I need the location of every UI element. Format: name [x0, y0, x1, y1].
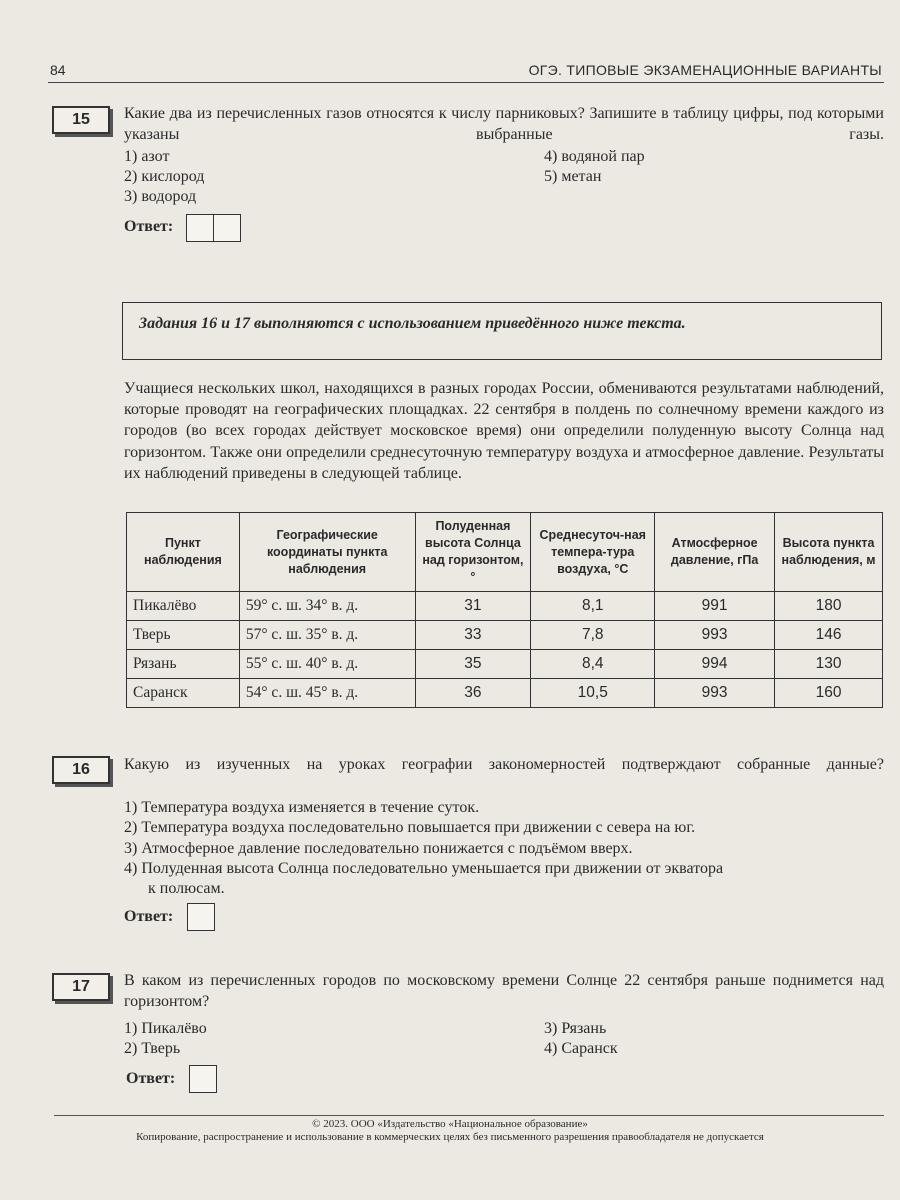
header-station: Пункт наблюдения	[127, 513, 240, 592]
task15-answer-label: Ответ:	[124, 218, 174, 235]
cell-sun: 35	[415, 650, 531, 679]
table-row	[127, 592, 883, 621]
task16-option-2: 2) Температура воздуха последовательно повышается при движении с севера на юг.	[124, 819, 696, 836]
cell-city: Рязань	[127, 650, 240, 679]
cell-pressure: 993	[655, 621, 775, 650]
task16-answer-cell[interactable]	[187, 903, 215, 931]
task-number-16: 16	[52, 756, 110, 784]
header-temperature: Среднесуточ-ная темпера-тура воздуха, °С	[531, 513, 655, 592]
page-number: 84	[50, 62, 66, 78]
task15-option-3: 3) водород	[124, 188, 197, 205]
header-divider	[48, 82, 884, 83]
cell-height: 130	[775, 650, 883, 679]
observations-table	[126, 512, 883, 708]
cell-height: 146	[775, 621, 883, 650]
task16-option-4: 4) Полуденная высота Солнца последовательно уменьшается при движении от экватора	[124, 860, 724, 877]
header-elevation: Высота пункта наблюдения, м	[775, 513, 883, 592]
cell-temp: 7,8	[531, 621, 655, 650]
cell-pressure: 993	[655, 679, 775, 708]
task-number-15: 15	[52, 106, 110, 134]
page-header-title: ОГЭ. ТИПОВЫЕ ЭКЗАМЕНАЦИОННЫЕ ВАРИАНТЫ	[528, 62, 882, 78]
task17-option-2: 2) Тверь	[124, 1040, 181, 1057]
task15-option-4: 4) водяной пар	[544, 148, 645, 165]
task16-option-3: 3) Атмосферное давление последовательно понижается с подъёмом вверх.	[124, 840, 633, 857]
task17-option-1: 1) Пикалёво	[124, 1020, 207, 1037]
cell-coords: 59° с. ш. 34° в. д.	[239, 592, 415, 621]
task15-answer-cell-2[interactable]	[213, 214, 241, 242]
cell-coords: 54° с. ш. 45° в. д.	[239, 679, 415, 708]
task17-answer-label: Ответ:	[126, 1070, 176, 1087]
cell-city: Пикалёво	[127, 592, 240, 621]
table-row	[127, 650, 883, 679]
intro-paragraph: Учащиеся нескольких школ, находящихся в разных городах России, обмениваются результатами наблюдений, которые проводят на географических площадках. 22 сентября в полдень по солнечному времени каждого из городов (во всех городах действует московское время) они определили полуденную высоту Солнца над горизонтом. Также они определили среднесуточную температуру воздуха и атмосферное давление. Результаты их наблюдений приведены в следующей таблице.	[124, 380, 884, 482]
table-row	[127, 679, 883, 708]
cell-height: 160	[775, 679, 883, 708]
task16-option-1: 1) Температура воздуха изменяется в течение суток.	[124, 799, 480, 816]
cell-pressure: 994	[655, 650, 775, 679]
task17-option-3: 3) Рязань	[544, 1020, 607, 1037]
task16-question: Какую из изученных на уроках географии закономерностей подтверждают собранные данные?	[124, 756, 884, 773]
cell-sun: 33	[415, 621, 531, 650]
cell-city: Тверь	[127, 621, 240, 650]
footer-divider	[54, 1115, 884, 1116]
task17-option-4: 4) Саранск	[544, 1040, 618, 1057]
cell-temp: 10,5	[531, 679, 655, 708]
task16-option-4-continued: к полюсам.	[148, 880, 225, 897]
cell-pressure: 991	[655, 592, 775, 621]
task-number-17: 17	[52, 973, 110, 1001]
footer-copyright: © 2023. ООО «Издательство «Национальное образование»	[312, 1118, 588, 1130]
instruction-text: Задания 16 и 17 выполняются с использованием приведённого ниже текста.	[139, 315, 686, 332]
cell-height: 180	[775, 592, 883, 621]
cell-city: Саранск	[127, 679, 240, 708]
task15-option-1: 1) азот	[124, 148, 170, 165]
table-header-row	[127, 513, 883, 592]
cell-sun: 31	[415, 592, 531, 621]
task15-answer-cell-1[interactable]	[186, 214, 214, 242]
cell-temp: 8,1	[531, 592, 655, 621]
cell-sun: 36	[415, 679, 531, 708]
cell-temp: 8,4	[531, 650, 655, 679]
task15-option-2: 2) кислород	[124, 168, 205, 185]
task17-question: В каком из перечисленных городов по московскому времени Солнце 22 сентября раньше поднимется над горизонтом?	[124, 972, 884, 1010]
task17-answer-cell[interactable]	[189, 1065, 217, 1093]
task16-answer-label: Ответ:	[124, 908, 174, 925]
task15-option-5: 5) метан	[544, 168, 602, 185]
cell-coords: 57° с. ш. 35° в. д.	[239, 621, 415, 650]
table-row	[127, 621, 883, 650]
task15-question: Какие два из перечисленных газов относятся к числу парниковых? Запишите в таблицу цифры, под которыми указаны выбранные газы.	[124, 105, 884, 143]
instruction-box	[122, 302, 882, 360]
header-coordinates: Географические координаты пункта наблюдения	[239, 513, 415, 592]
header-sun-height: Полуденная высота Солнца над горизонтом, °	[415, 513, 531, 592]
footer-notice: Копирование, распространение и использование в коммерческих целях без письменного разрешения правообладателя не допускается	[136, 1131, 764, 1143]
header-pressure: Атмосферное давление, гПа	[655, 513, 775, 592]
cell-coords: 55° с. ш. 40° в. д.	[239, 650, 415, 679]
